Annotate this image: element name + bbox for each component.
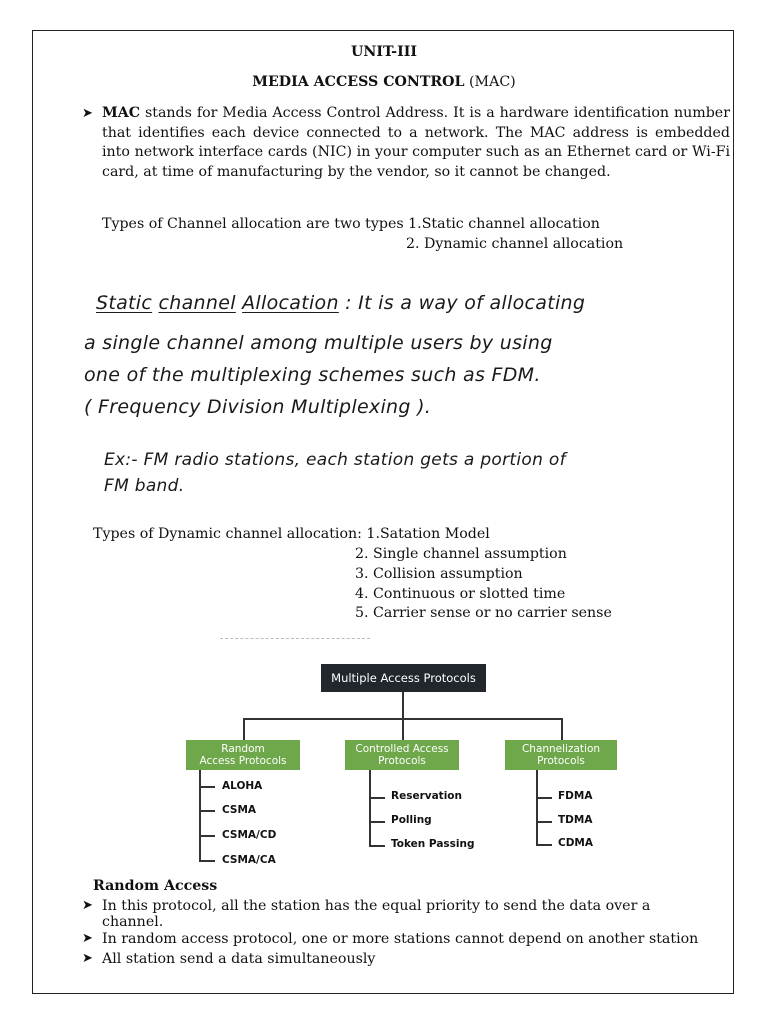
connector-line	[536, 821, 552, 823]
branch-channelization	[505, 740, 617, 770]
leaf-fdma: FDMA	[558, 790, 593, 802]
branch-label: Protocols	[378, 755, 426, 767]
dynamic-item: 5. Carrier sense or no carrier sense	[355, 605, 612, 621]
arrowhead-bullet-icon: ➤	[82, 898, 93, 913]
handwritten-line1	[96, 292, 585, 314]
connector-line	[199, 786, 215, 788]
mac-definition	[102, 104, 730, 182]
leaf-aloha: ALOHA	[222, 780, 263, 792]
leaf-polling: Polling	[391, 814, 432, 826]
unit-title: UNIT-III	[351, 44, 417, 60]
connector-line	[369, 845, 385, 847]
dynamic-intro: Types of Dynamic channel allocation: 1.Satation Model	[93, 526, 490, 542]
random-access-bullet: In random access protocol, one or more stations cannot depend on another station	[102, 931, 699, 947]
branch-label: Controlled Access	[355, 743, 449, 755]
connector-line	[199, 770, 201, 861]
dynamic-item: 3. Collision assumption	[355, 566, 523, 582]
dynamic-item: 2. Single channel assumption	[355, 546, 567, 562]
random-access-bullet: All station send a data simultaneously	[102, 951, 376, 967]
connector-line	[536, 844, 552, 846]
branch-random-access	[186, 740, 300, 770]
diagram-root: Multiple Access Protocols	[321, 664, 486, 692]
handwritten-example2: FM band.	[104, 476, 185, 496]
branch-label: Protocols	[537, 755, 585, 767]
handwritten-line1-rest: : It is a way of allocating	[345, 292, 586, 314]
connector-line	[402, 718, 404, 740]
faint-scan-mark	[220, 638, 370, 645]
branch-label: Access Protocols	[199, 755, 287, 767]
connector-line	[536, 770, 538, 845]
branch-controlled-access	[345, 740, 459, 770]
handwritten-line2: a single channel among multiple users by using	[84, 332, 553, 354]
channel-types-line2: 2. Dynamic channel allocation	[406, 236, 624, 252]
connector-line	[199, 810, 215, 812]
arrowhead-bullet-icon: ➤	[82, 106, 93, 121]
connector-line	[199, 835, 215, 837]
handwritten-term-allocation: Allocation	[242, 292, 339, 314]
mac-definition-text: stands for Media Access Control Address. It is a hardware identification number that identifies each device connected to a network. The MAC address is embedded into network interface cards (NIC) in your computer such as an Ethernet card or Wi-Fi card, at time of manufacturing by the vendor, so it cannot be changed.	[102, 105, 730, 180]
leaf-tdma: TDMA	[558, 814, 593, 826]
leaf-cdma: CDMA	[558, 837, 593, 849]
random-access-bullet-cont: channel.	[102, 914, 164, 930]
channel-types-line1: Types of Channel allocation are two types 1.Static channel allocation	[102, 216, 600, 232]
connector-line	[561, 718, 563, 740]
handwritten-term-static: Static	[96, 292, 153, 314]
branch-label: Channelization	[521, 743, 601, 755]
handwritten-line4: ( Frequency Division Multiplexing ).	[84, 396, 432, 418]
section-title	[0, 72, 768, 92]
connector-line	[369, 770, 371, 846]
connector-line	[369, 797, 385, 799]
arrowhead-bullet-icon: ➤	[82, 931, 93, 946]
section-title-abbr: (MAC)	[469, 74, 516, 90]
handwritten-line3: one of the multiplexing schemes such as FDM.	[84, 364, 541, 386]
mac-term: MAC	[102, 105, 141, 121]
handwritten-term-channel: channel	[158, 292, 236, 314]
random-access-bullet: In this protocol, all the station has the equal priority to send the data over a	[102, 898, 651, 914]
connector-line	[243, 718, 245, 740]
leaf-reservation: Reservation	[391, 790, 462, 802]
leaf-token-passing: Token Passing	[391, 838, 475, 850]
leaf-csma-cd: CSMA/CD	[222, 829, 277, 841]
connector-line	[199, 860, 215, 862]
handwritten-example1: Ex:- FM radio stations, each station gets a portion of	[104, 450, 566, 470]
connector-line	[369, 821, 385, 823]
section-title-main: MEDIA ACCESS CONTROL	[252, 74, 465, 90]
connector-line	[536, 797, 552, 799]
arrowhead-bullet-icon: ➤	[82, 951, 93, 966]
leaf-csma-ca: CSMA/CA	[222, 854, 276, 866]
dynamic-item: 4. Continuous or slotted time	[355, 586, 566, 602]
connector-line	[402, 692, 404, 718]
leaf-csma: CSMA	[222, 804, 257, 816]
random-access-heading: Random Access	[93, 878, 218, 894]
branch-label: Random	[221, 743, 265, 755]
